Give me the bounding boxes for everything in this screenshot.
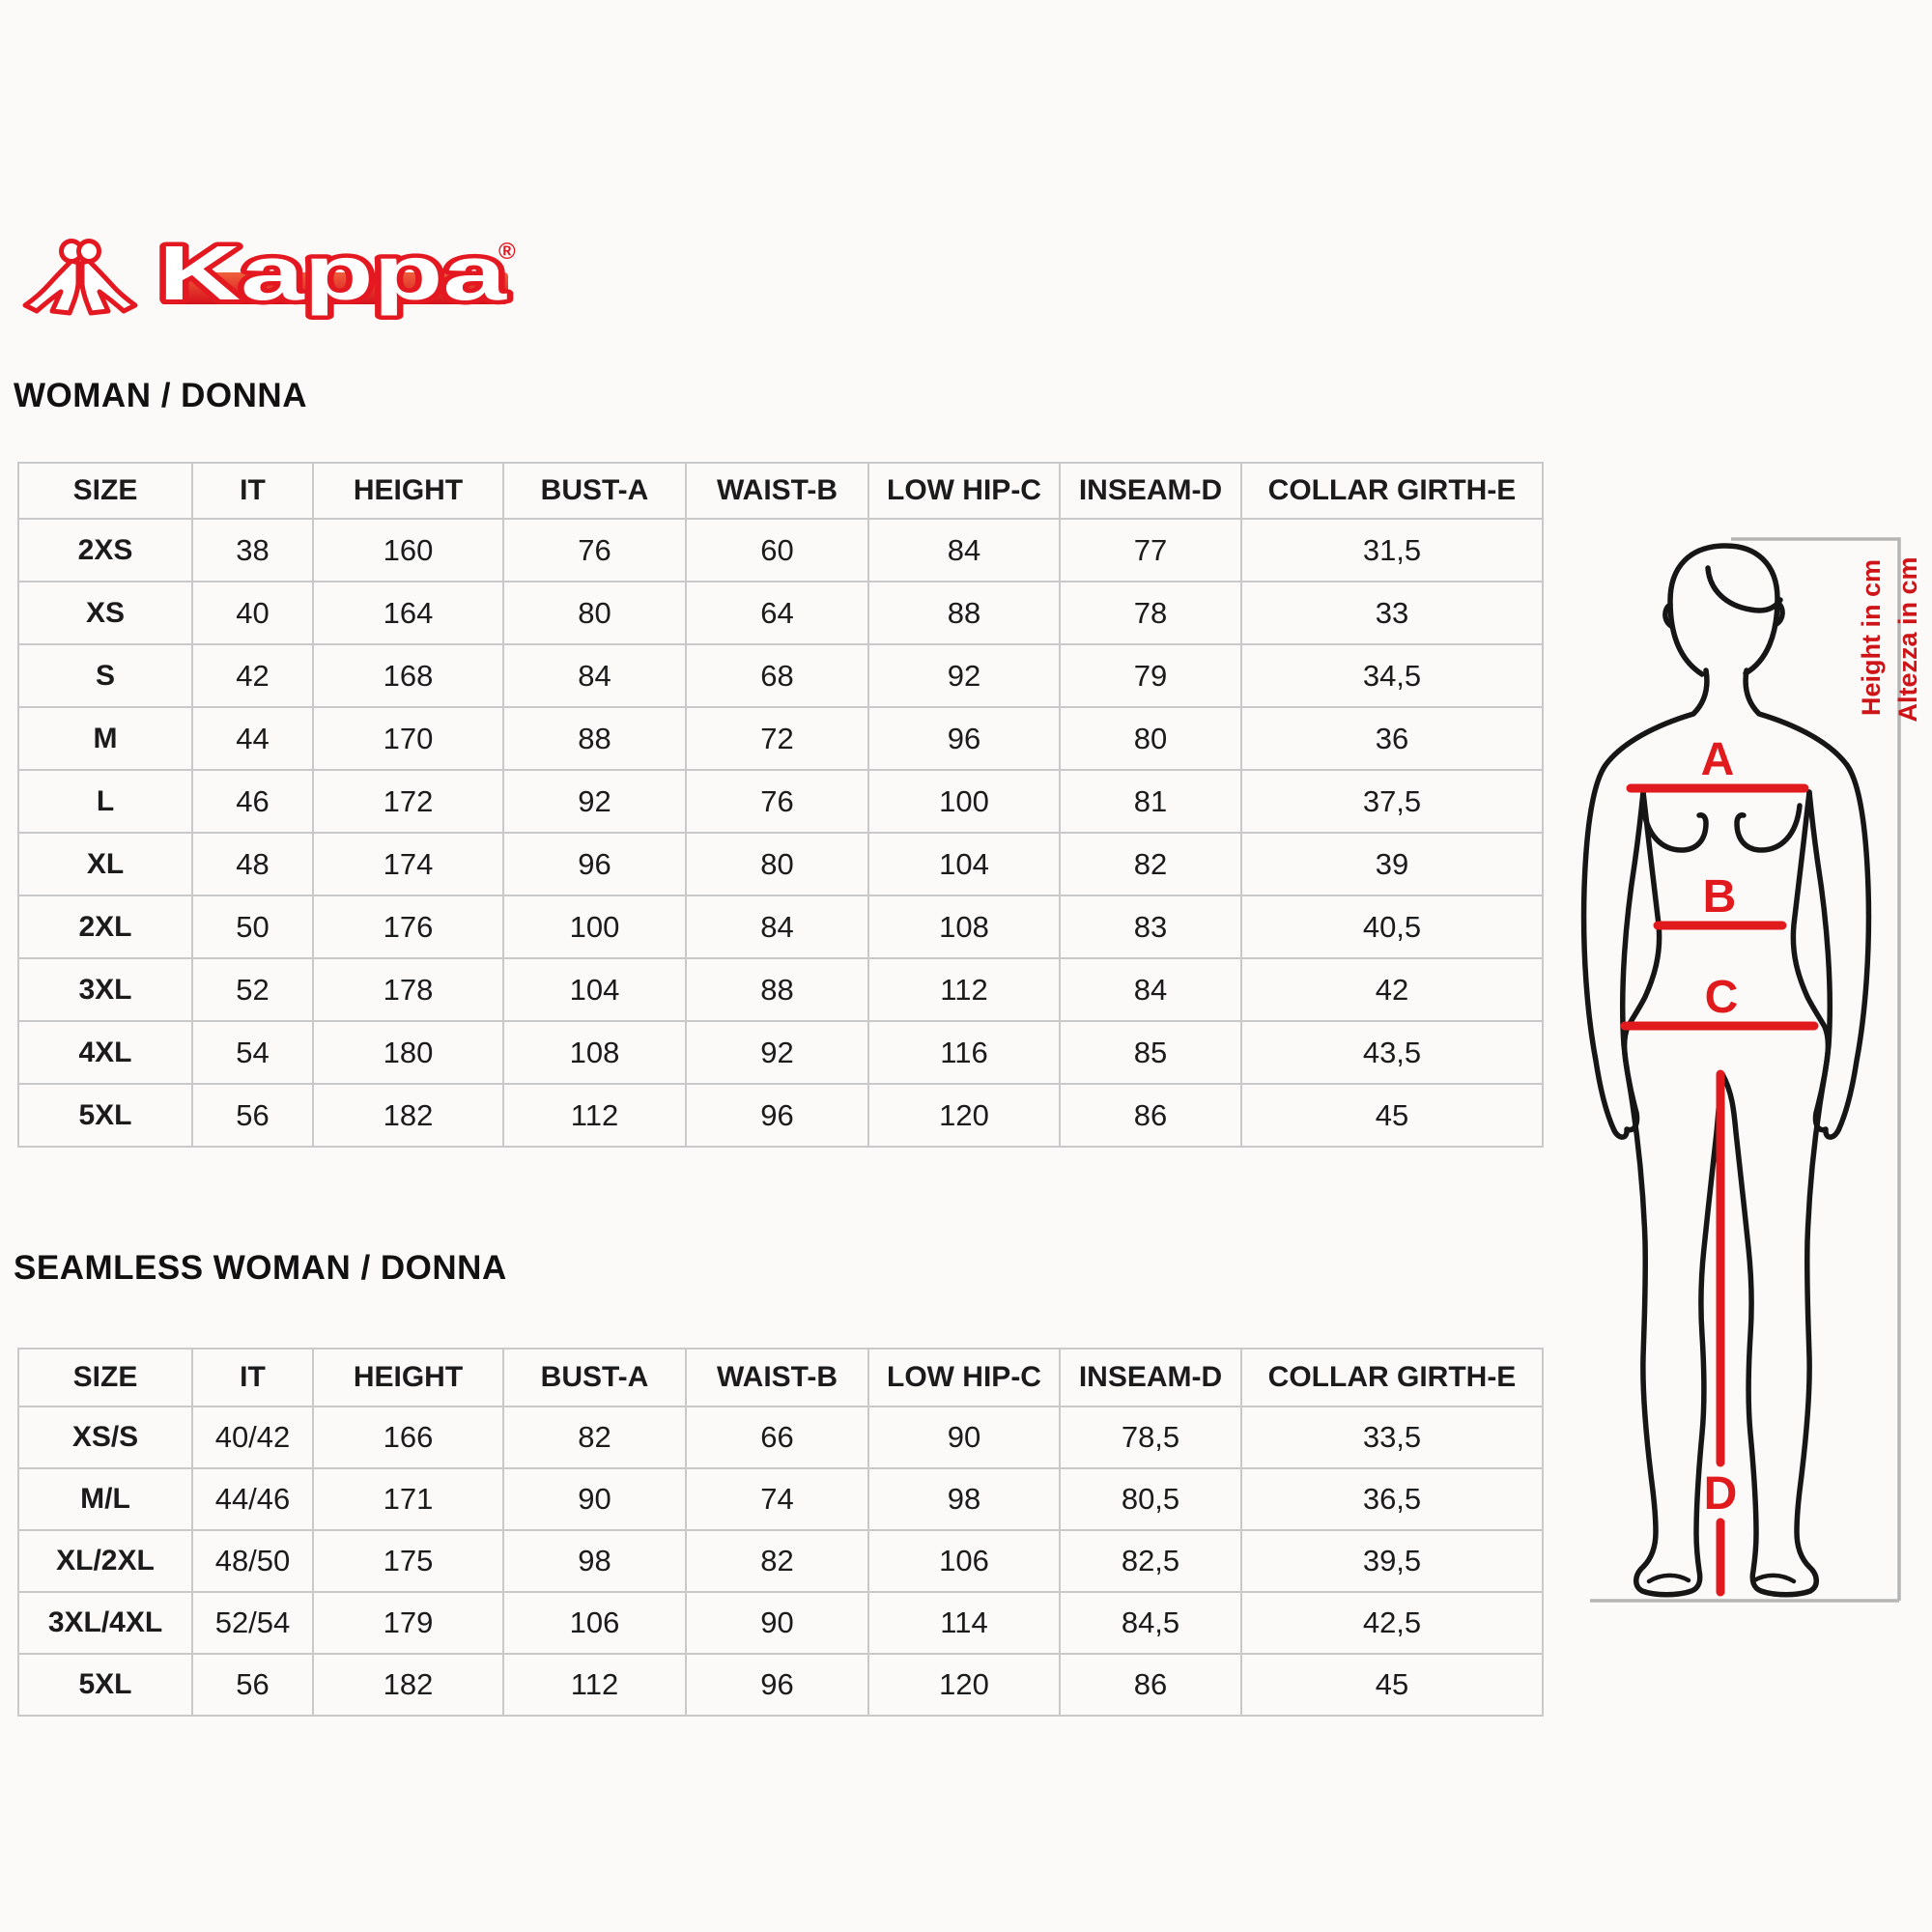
lowhip-cell: 84 xyxy=(868,519,1060,582)
bust-cell: 84 xyxy=(503,644,686,707)
table-row xyxy=(18,833,1543,895)
lowhip-cell: 104 xyxy=(868,833,1060,895)
table-row xyxy=(18,519,1543,582)
inseam-cell: 86 xyxy=(1060,1654,1241,1716)
seamless-woman-size-table xyxy=(17,1348,1544,1717)
bust-cell: 80 xyxy=(503,582,686,644)
inseam-cell: 78,5 xyxy=(1060,1406,1241,1468)
lowhip-cell: 88 xyxy=(868,582,1060,644)
collar-cell: 39,5 xyxy=(1241,1530,1543,1592)
lowhip-cell: 98 xyxy=(868,1468,1060,1530)
col-header-it: IT xyxy=(192,463,313,519)
table-row xyxy=(18,644,1543,707)
collar-cell: 36 xyxy=(1241,707,1543,770)
it-cell: 44 xyxy=(192,707,313,770)
inseam-cell: 85 xyxy=(1060,1021,1241,1084)
collar-cell: 31,5 xyxy=(1241,519,1543,582)
height-cell: 176 xyxy=(313,895,503,958)
registered-trademark-icon: ® xyxy=(498,239,516,265)
collar-cell: 34,5 xyxy=(1241,644,1543,707)
col-header-waist: WAIST-B xyxy=(686,463,868,519)
bust-cell: 98 xyxy=(503,1530,686,1592)
it-cell: 48 xyxy=(192,833,313,895)
size-cell: 5XL xyxy=(18,1654,192,1716)
collar-cell: 33,5 xyxy=(1241,1406,1543,1468)
table-row xyxy=(18,958,1543,1021)
inseam-cell: 86 xyxy=(1060,1084,1241,1147)
it-cell: 42 xyxy=(192,644,313,707)
height-cell: 171 xyxy=(313,1468,503,1530)
inseam-cell: 83 xyxy=(1060,895,1241,958)
bust-cell: 108 xyxy=(503,1021,686,1084)
section-title-seamless-woman: SEAMLESS WOMAN / DONNA xyxy=(14,1249,507,1287)
table-header-row xyxy=(18,1349,1543,1406)
collar-cell: 33 xyxy=(1241,582,1543,644)
table-row xyxy=(18,1468,1543,1530)
lowhip-cell: 108 xyxy=(868,895,1060,958)
woman-size-table xyxy=(17,462,1544,1148)
table-row xyxy=(18,707,1543,770)
lowhip-cell: 92 xyxy=(868,644,1060,707)
waist-cell: 68 xyxy=(686,644,868,707)
waist-cell: 64 xyxy=(686,582,868,644)
collar-cell: 37,5 xyxy=(1241,770,1543,833)
it-cell: 40/42 xyxy=(192,1406,313,1468)
col-header-collar: COLLAR GIRTH-E xyxy=(1241,1349,1543,1406)
it-cell: 52/54 xyxy=(192,1592,313,1654)
inseam-cell: 80 xyxy=(1060,707,1241,770)
collar-cell: 45 xyxy=(1241,1084,1543,1147)
height-cell: 180 xyxy=(313,1021,503,1084)
waist-cell: 80 xyxy=(686,833,868,895)
altezza-in-cm-label: Altezza in cm xyxy=(1893,556,1922,723)
height-cell: 166 xyxy=(313,1406,503,1468)
it-cell: 40 xyxy=(192,582,313,644)
section-title-woman: WOMAN / DONNA xyxy=(14,377,307,414)
lowhip-cell: 120 xyxy=(868,1084,1060,1147)
col-header-lowhip: LOW HIP-C xyxy=(868,1349,1060,1406)
size-cell: M xyxy=(18,707,192,770)
inseam-cell: 81 xyxy=(1060,770,1241,833)
size-cell: XS/S xyxy=(18,1406,192,1468)
collar-cell: 42,5 xyxy=(1241,1592,1543,1654)
bust-cell: 76 xyxy=(503,519,686,582)
label-b: B xyxy=(1702,871,1737,923)
it-cell: 38 xyxy=(192,519,313,582)
collar-cell: 42 xyxy=(1241,958,1543,1021)
bust-cell: 90 xyxy=(503,1468,686,1530)
table-header-row xyxy=(18,463,1543,519)
height-cell: 179 xyxy=(313,1592,503,1654)
bust-cell: 92 xyxy=(503,770,686,833)
inseam-cell: 78 xyxy=(1060,582,1241,644)
label-a: A xyxy=(1700,734,1735,785)
size-cell: 2XL xyxy=(18,895,192,958)
lowhip-cell: 116 xyxy=(868,1021,1060,1084)
lowhip-cell: 90 xyxy=(868,1406,1060,1468)
height-cell: 182 xyxy=(313,1084,503,1147)
inseam-cell: 82 xyxy=(1060,833,1241,895)
bust-cell: 100 xyxy=(503,895,686,958)
size-cell: XL/2XL xyxy=(18,1530,192,1592)
waist-cell: 96 xyxy=(686,1654,868,1716)
label-c: C xyxy=(1704,972,1739,1023)
collar-cell: 45 xyxy=(1241,1654,1543,1716)
bust-cell: 96 xyxy=(503,833,686,895)
size-cell: 3XL/4XL xyxy=(18,1592,192,1654)
table-row xyxy=(18,770,1543,833)
inseam-cell: 80,5 xyxy=(1060,1468,1241,1530)
inseam-cell: 84,5 xyxy=(1060,1592,1241,1654)
it-cell: 44/46 xyxy=(192,1468,313,1530)
size-cell: XS xyxy=(18,582,192,644)
size-cell: 4XL xyxy=(18,1021,192,1084)
measurement-figure xyxy=(1563,522,1932,1623)
inseam-cell: 77 xyxy=(1060,519,1241,582)
col-header-bust: BUST-A xyxy=(503,463,686,519)
table-row xyxy=(18,1592,1543,1654)
table-row xyxy=(18,1530,1543,1592)
col-header-size: SIZE xyxy=(18,1349,192,1406)
waist-cell: 66 xyxy=(686,1406,868,1468)
logo-wordmark: Kappa xyxy=(158,230,507,316)
waist-cell: 74 xyxy=(686,1468,868,1530)
waist-cell: 96 xyxy=(686,1084,868,1147)
lowhip-cell: 96 xyxy=(868,707,1060,770)
col-header-bust: BUST-A xyxy=(503,1349,686,1406)
height-cell: 175 xyxy=(313,1530,503,1592)
collar-cell: 36,5 xyxy=(1241,1468,1543,1530)
size-cell: S xyxy=(18,644,192,707)
table-row xyxy=(18,582,1543,644)
bust-cell: 82 xyxy=(503,1406,686,1468)
kappa-omini-icon xyxy=(25,242,135,314)
it-cell: 56 xyxy=(192,1654,313,1716)
height-cell: 168 xyxy=(313,644,503,707)
col-header-inseam: INSEAM-D xyxy=(1060,1349,1241,1406)
bust-cell: 106 xyxy=(503,1592,686,1654)
it-cell: 46 xyxy=(192,770,313,833)
lowhip-cell: 100 xyxy=(868,770,1060,833)
col-header-inseam: INSEAM-D xyxy=(1060,463,1241,519)
collar-cell: 43,5 xyxy=(1241,1021,1543,1084)
collar-cell: 40,5 xyxy=(1241,895,1543,958)
kappa-logo xyxy=(15,230,537,336)
col-header-lowhip: LOW HIP-C xyxy=(868,463,1060,519)
table-row xyxy=(18,1654,1543,1716)
it-cell: 48/50 xyxy=(192,1530,313,1592)
height-cell: 160 xyxy=(313,519,503,582)
col-header-size: SIZE xyxy=(18,463,192,519)
height-in-cm-label: Height in cm xyxy=(1857,558,1886,717)
col-header-it: IT xyxy=(192,1349,313,1406)
size-cell: 3XL xyxy=(18,958,192,1021)
table-row xyxy=(18,1021,1543,1084)
table-row xyxy=(18,1084,1543,1147)
it-cell: 50 xyxy=(192,895,313,958)
size-cell: 2XS xyxy=(18,519,192,582)
height-cell: 174 xyxy=(313,833,503,895)
table-row xyxy=(18,895,1543,958)
col-header-collar: COLLAR GIRTH-E xyxy=(1241,463,1543,519)
waist-cell: 76 xyxy=(686,770,868,833)
it-cell: 54 xyxy=(192,1021,313,1084)
size-cell: L xyxy=(18,770,192,833)
lowhip-cell: 120 xyxy=(868,1654,1060,1716)
table-row xyxy=(18,1406,1543,1468)
col-header-height: HEIGHT xyxy=(313,463,503,519)
bust-cell: 112 xyxy=(503,1654,686,1716)
it-cell: 56 xyxy=(192,1084,313,1147)
lowhip-cell: 114 xyxy=(868,1592,1060,1654)
height-cell: 178 xyxy=(313,958,503,1021)
lowhip-cell: 112 xyxy=(868,958,1060,1021)
waist-cell: 90 xyxy=(686,1592,868,1654)
waist-cell: 72 xyxy=(686,707,868,770)
label-d: D xyxy=(1703,1468,1738,1520)
size-cell: 5XL xyxy=(18,1084,192,1147)
height-cell: 170 xyxy=(313,707,503,770)
size-cell: M/L xyxy=(18,1468,192,1530)
collar-cell: 39 xyxy=(1241,833,1543,895)
size-cell: XL xyxy=(18,833,192,895)
waist-cell: 92 xyxy=(686,1021,868,1084)
inseam-cell: 84 xyxy=(1060,958,1241,1021)
waist-cell: 60 xyxy=(686,519,868,582)
col-header-waist: WAIST-B xyxy=(686,1349,868,1406)
inseam-cell: 82,5 xyxy=(1060,1530,1241,1592)
waist-cell: 84 xyxy=(686,895,868,958)
bust-cell: 104 xyxy=(503,958,686,1021)
height-cell: 172 xyxy=(313,770,503,833)
height-cell: 182 xyxy=(313,1654,503,1716)
inseam-cell: 79 xyxy=(1060,644,1241,707)
col-header-height: HEIGHT xyxy=(313,1349,503,1406)
waist-cell: 82 xyxy=(686,1530,868,1592)
bust-cell: 88 xyxy=(503,707,686,770)
it-cell: 52 xyxy=(192,958,313,1021)
lowhip-cell: 106 xyxy=(868,1530,1060,1592)
height-cell: 164 xyxy=(313,582,503,644)
waist-cell: 88 xyxy=(686,958,868,1021)
bust-cell: 112 xyxy=(503,1084,686,1147)
woman-body-outline xyxy=(1584,546,1869,1595)
